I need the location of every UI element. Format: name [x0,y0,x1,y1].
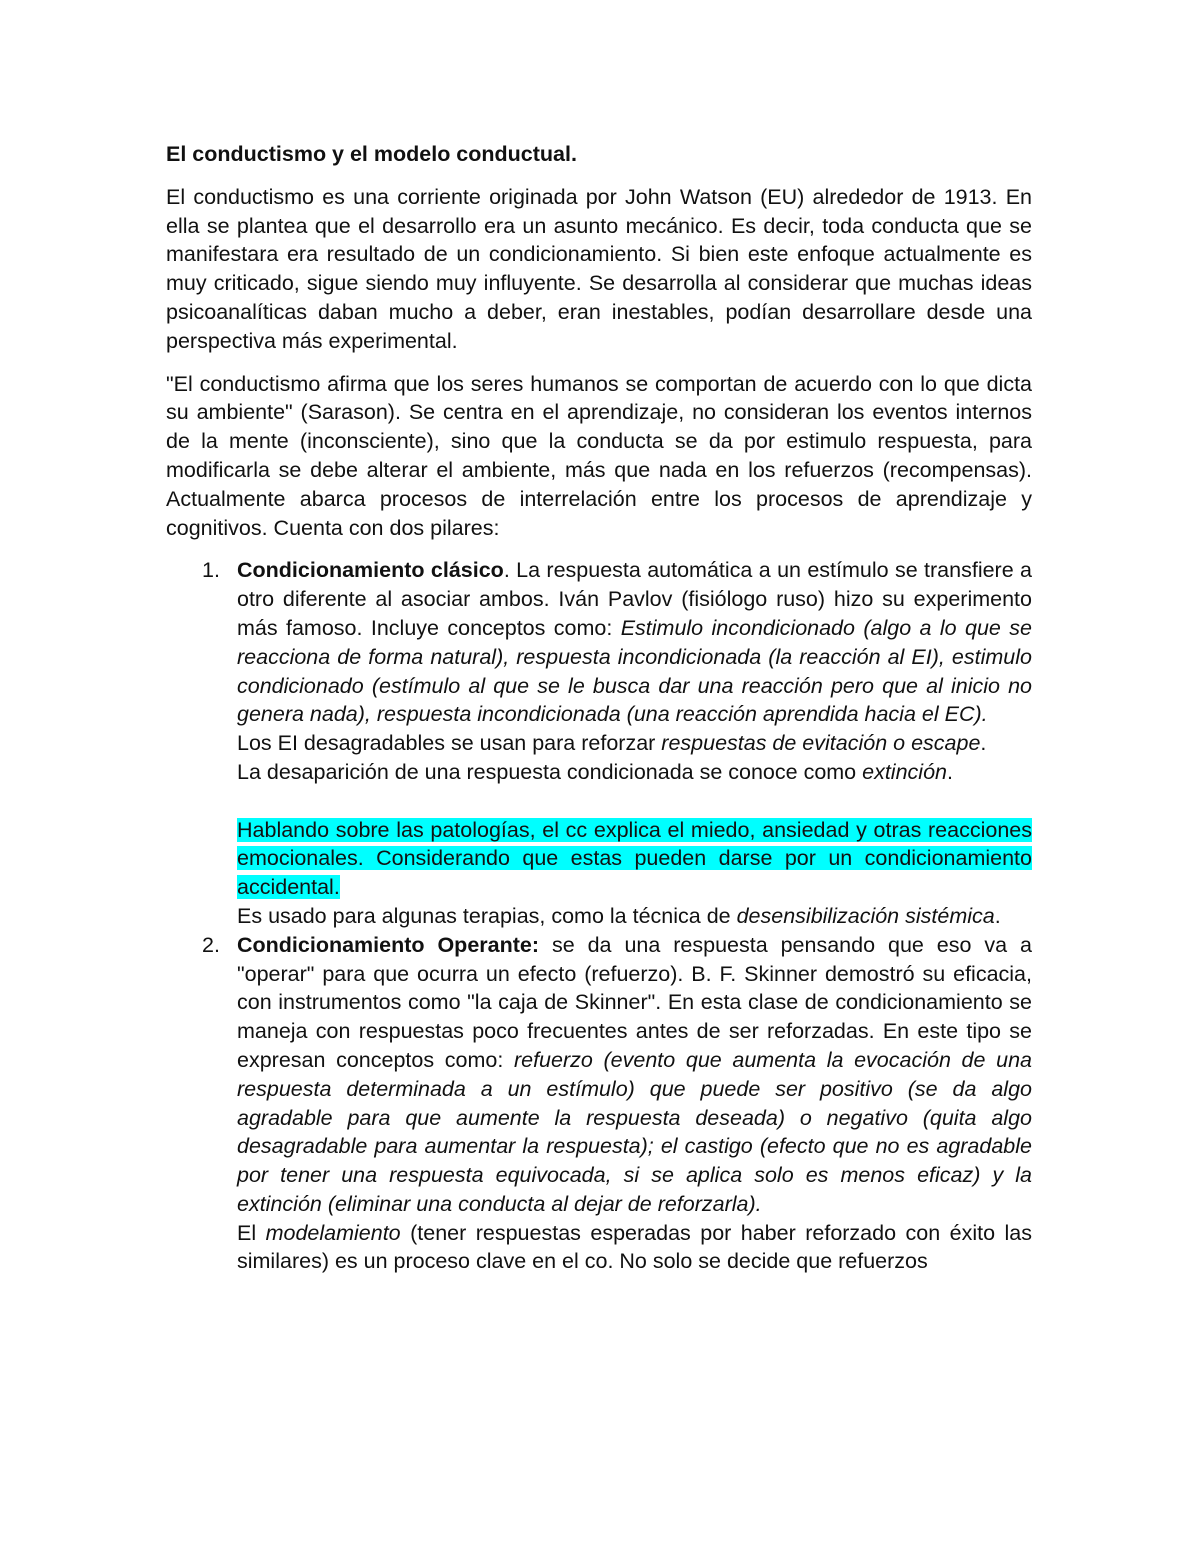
document-page [166,140,1032,1276]
operant-conditioning-text: se da una respuesta pensando que eso va a "operar" para que ocurra un efecto (refuerzo). B. F. Skinner demostró su eficacia, con instrumentos como "la caja de Skinner". En esta clase de condicionamiento se maneja con respuestas poco frecuentes antes de ser reforzadas. En este tipo se expresan conceptos como: [237,932,1032,1072]
avoidance-text: Los EI desagradables se usan para reforzar [237,731,662,756]
list-item-classical-conditioning [166,556,1032,930]
classical-conditioning-heading: Condicionamiento clásico [237,558,504,583]
avoidance-end: . [980,731,987,756]
operant-conditioning-paragraph [237,931,1032,1219]
list-item-operant-conditioning [166,931,1032,1277]
extinction-italic: extinción [862,759,947,784]
intro-paragraph: El conductismo es una corriente originada por John Watson (EU) alrededor de 1913. En ella se plantea que el desarrollo era un asunto mecánico. Es decir, toda conducta que se manifestara era resultado de un condicionamiento. Si bien este enfoque actualmente es muy criticado, sigue siendo muy influyente. Se desarrolla al considerar que muchas ideas psicoanalíticas daban mucho a deber, eran inestables, podían desarrollare desde una perspectiva más experimental. [166,184,1032,353]
avoidance-italic: respuestas de evitación o escape [661,731,981,756]
highlighted-text: Hablando sobre las patologías, el cc explica el miedo, ansiedad y otras reacciones emocionales. Considerando que estas pueden darse por un condicionamiento accidental. [237,817,1032,900]
classical-conditioning-text: . La respuesta automática a un estímulo se transfiere a otro diferente al asociar ambos. Iván Pavlov (fisiólogo ruso) hizo su experimento más famoso. Incluye conceptos como: [237,558,1032,640]
modeling-end: (tener respuestas esperadas por haber reforzado con éxito las similares) es un proceso clave en el co. No solo se decide que refuerzos [237,1220,1033,1274]
avoidance-line [237,729,1032,758]
blank-line [237,787,1032,816]
modeling-text: El [237,1220,266,1245]
modeling-line [237,1219,1032,1277]
pillars-list [166,556,1032,1276]
therapy-line [237,902,1032,931]
therapy-end: . [994,903,1001,928]
document-title: El conductismo y el modelo conductual. [166,142,577,166]
extinction-end: . [946,759,953,784]
operant-conditioning-heading: Condicionamiento Operante: [237,932,540,957]
operant-conditioning-concepts: refuerzo (evento que aumenta la evocación de una respuesta determinada a un estímulo) que puede ser positivo (se da algo agradable para que aumente la respuesta deseada) o negativo (quita algo desagradable para aumentar la respuesta); el castigo (efecto que no es agradable por tener una respuesta equivocada, si se aplica solo es menos eficaz) y la extinción (eliminar una conducta al dejar de reforzarla). [237,1047,1032,1216]
list-number: 2. [202,932,220,957]
quote-paragraph: "El conductismo afirma que los seres humanos se comportan de acuerdo con lo que dicta su ambiente" (Sarason). Se centra en el aprendizaje, no consideran los eventos internos de la mente (inconsciente), sino que la conducta se da por estimulo respuesta, para modificarla se debe alterar el ambiente, más que nada en los refuerzos (recompensas). Actualmente abarca procesos de interrelación entre los procesos de aprendizaje y cognitivos. Cuenta con dos pilares: [166,371,1032,540]
extinction-text: La desaparición de una respuesta condicionada se conoce como [237,759,863,784]
list-number: 1. [202,558,220,583]
extinction-line [237,758,1032,787]
modeling-italic: modelamiento [265,1220,401,1245]
highlighted-paragraph [237,816,1032,902]
classical-conditioning-paragraph [237,556,1032,729]
therapy-text: Es usado para algunas terapias, como la técnica de [237,903,737,928]
classical-conditioning-concepts: Estimulo incondicionado (algo a lo que se reacciona de forma natural), respuesta incondicionada (la reacción al EI), estimulo condicionado (estímulo al que se le busca dar una reacción pero que al inicio no genera nada), respuesta incondicionada (una reacción aprendida hacia el EC). [237,615,1032,727]
therapy-italic: desensibilización sistémica [736,903,995,928]
